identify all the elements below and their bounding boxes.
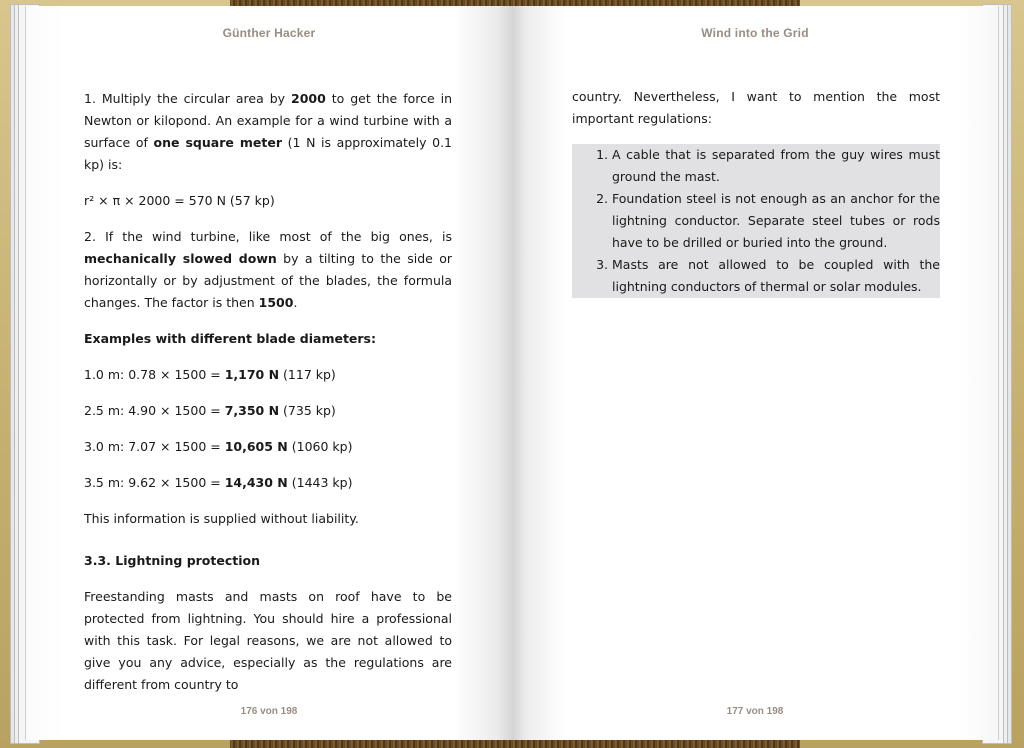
text-span: (735 kp) xyxy=(279,403,336,418)
left-page[interactable] xyxy=(26,6,512,740)
example-line xyxy=(84,472,452,494)
lightning-paragraph: Freestanding masts and masts on roof have to be protected from lightning. You should hire a professional with this task. For legal reasons, we are not allowed to give you any advice, especially as the regulations are different from country to xyxy=(84,589,452,692)
text-span: 1. Multiply the circular area by xyxy=(84,91,291,106)
left-running-header: Günther Hacker xyxy=(222,26,316,40)
text-span: to get the force in Newton or kilopond. An example for a wind turbine with a surface of xyxy=(84,91,453,150)
formula-step-1 xyxy=(84,88,452,176)
bold-span: mechanically slowed down xyxy=(84,251,277,266)
bold-span: 14,430 N xyxy=(224,475,288,490)
text-span: (1 N is approximately 0.1 kp) is: xyxy=(84,135,452,172)
examples-heading: Examples with different blade diameters: xyxy=(84,331,376,346)
text-span: 2. If the wind turbine, like most of the big ones, is xyxy=(84,229,452,244)
disclaimer: This information is supplied without liability. xyxy=(84,511,359,526)
text-span: 3.0 m: 7.07 × 1500 = xyxy=(84,439,225,454)
regulations-intro: country. Nevertheless, I want to mention the most important regulations: xyxy=(572,89,940,126)
text-span: . xyxy=(293,295,298,310)
bold-span: 1500 xyxy=(258,295,294,310)
right-page-number: 177 von 198 xyxy=(726,706,784,717)
text-span: by a tilting to the side or horizontally or by adjustment of the blades, the formula changes. The factor is then xyxy=(84,251,453,310)
bold-span: 2000 xyxy=(291,91,326,106)
right-page[interactable] xyxy=(512,6,998,740)
bold-span: 1,170 N xyxy=(224,367,280,382)
example-line xyxy=(84,400,452,422)
regulation-item: 3. Masts are not allowed to be coupled with the lightning conductors of thermal or solar modules. xyxy=(612,254,940,298)
book-spine-bottom xyxy=(230,740,800,748)
bold-span: 7,350 N xyxy=(224,403,280,418)
regulation-item: 1. A cable that is separated from the guy wires must ground the mast. xyxy=(612,144,940,188)
formula-step-2 xyxy=(84,226,452,314)
right-running-header: Wind into the Grid xyxy=(701,26,809,40)
formula-example: r² × π × 2000 = 570 N (57 kp) xyxy=(84,193,275,208)
left-page-number: 176 von 198 xyxy=(240,706,298,717)
example-line xyxy=(84,436,452,458)
text-span: 2.5 m: 4.90 × 1500 = xyxy=(84,403,225,418)
section-heading: 3.3. Lightning protection xyxy=(84,553,261,568)
text-span: (1060 kp) xyxy=(287,439,353,454)
text-span: 1.0 m: 0.78 × 1500 = xyxy=(84,367,225,382)
left-page-body xyxy=(84,88,452,710)
bold-span: one square meter xyxy=(153,135,282,150)
right-page-body xyxy=(572,86,940,298)
regulation-item: 2. Foundation steel is not enough as an anchor for the lightning conductor. Separate steel tubes or rods have to be drilled or buried into the ground. xyxy=(612,188,940,254)
text-span: (117 kp) xyxy=(279,367,336,382)
regulations-list xyxy=(572,144,940,298)
text-span: 3.5 m: 9.62 × 1500 = xyxy=(84,475,225,490)
text-span: (1443 kp) xyxy=(287,475,353,490)
bold-span: 10,605 N xyxy=(224,439,288,454)
regulations-box xyxy=(572,144,940,298)
example-line xyxy=(84,364,452,386)
